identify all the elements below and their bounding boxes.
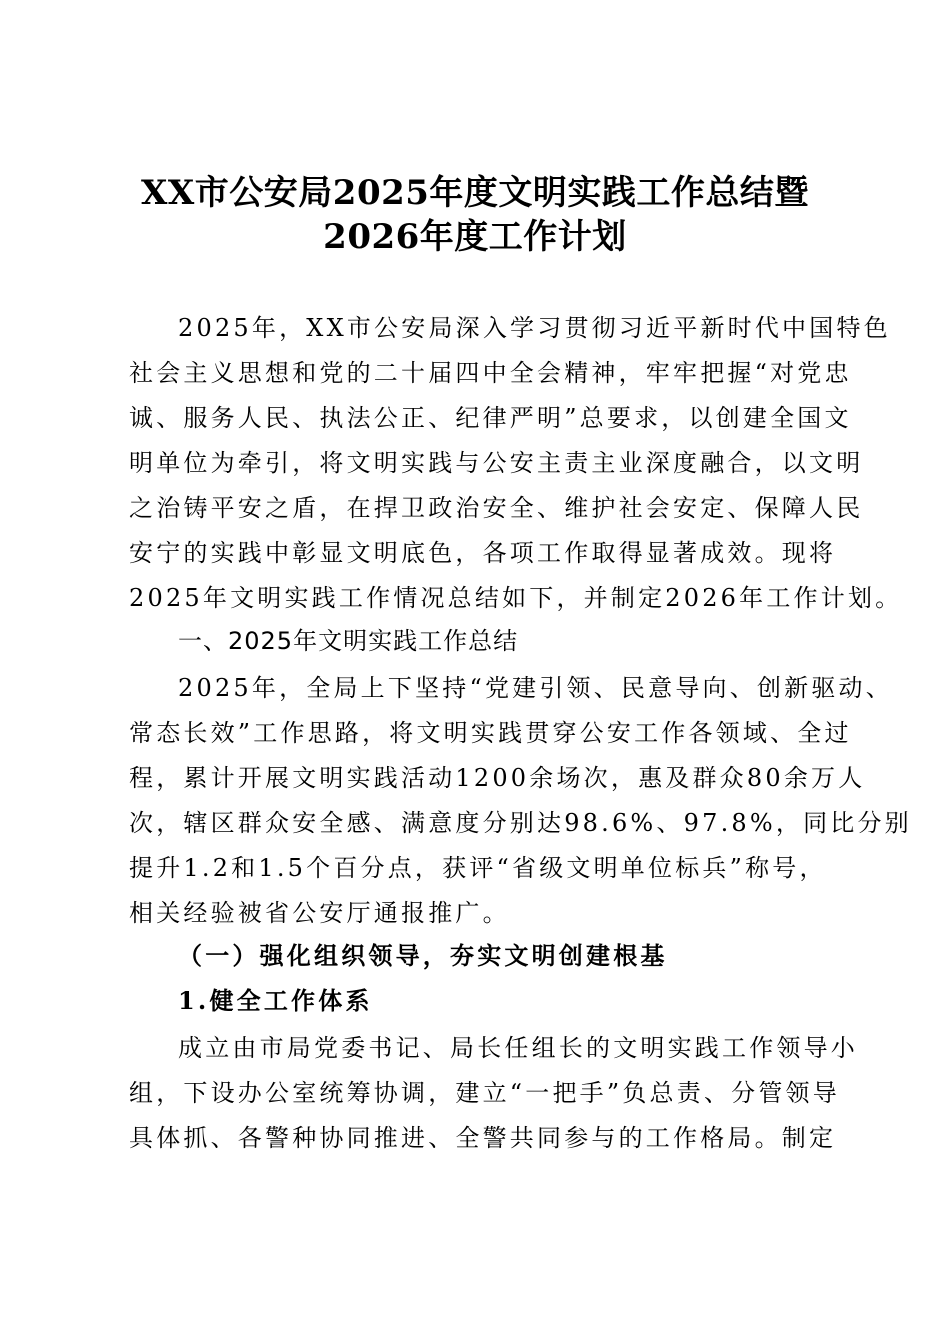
- intro-line: 安宁的实践中彰显文明底色，各项工作取得显著成效。现将: [129, 539, 837, 567]
- section1-line: 提升1.2和1.5个百分点，获评“省级文明单位标兵”称号，: [129, 854, 827, 882]
- intro-line: 社会主义思想和党的二十届四中全会精神，牢牢把握“对党忠: [129, 359, 852, 387]
- intro-line: 明单位为牵引，将文明实践与公安主责主业深度融合，以文明: [129, 449, 864, 477]
- item1-line: 成立由市局党委书记、局长任组长的文明实践工作领导小: [178, 1034, 858, 1062]
- item-heading: 1.健全工作体系: [178, 986, 373, 1015]
- intro-line: 诚、服务人民、执法公正、纪律严明”总要求，以创建全国文: [129, 404, 852, 432]
- item1-line: 具体抓、各警种协同推进、全警共同参与的工作格局。制定: [129, 1124, 837, 1152]
- section1-line: 相关经验被省公安厅通报推广。: [129, 899, 510, 927]
- intro-line: 2025年文明实践工作情况总结如下，并制定2026年工作计划。: [129, 584, 903, 612]
- section-heading: 一、2025年文明实践工作总结: [178, 627, 519, 655]
- section1-line: 2025年，全局上下坚持“党建引领、民意导向、创新驱动、: [178, 674, 893, 702]
- document-title-line-1: XX市公安局2025年度文明实践工作总结暨: [141, 173, 809, 213]
- intro-line: 2025年，XX市公安局深入学习贯彻习近平新时代中国特色: [178, 314, 891, 342]
- section1-line: 程，累计开展文明实践活动1200余场次，惠及群众80余万人: [129, 764, 866, 792]
- section1-line: 常态长效”工作思路，将文明实践贯穿公安工作各领域、全过: [129, 719, 852, 747]
- document-title-line-2: 2026年度工作计划: [323, 217, 627, 257]
- section1-line: 次，辖区群众安全感、满意度分别达98.6%、97.8%，同比分别: [129, 809, 912, 837]
- item1-line: 组，下设办公室统筹协调，建立“一把手”负总责、分管领导: [129, 1079, 840, 1107]
- intro-line: 之治铸平安之盾，在捍卫政治安全、维护社会安定、保障人民: [129, 494, 864, 522]
- subsection-heading: （一）强化组织领导，夯实文明创建根基: [178, 941, 668, 970]
